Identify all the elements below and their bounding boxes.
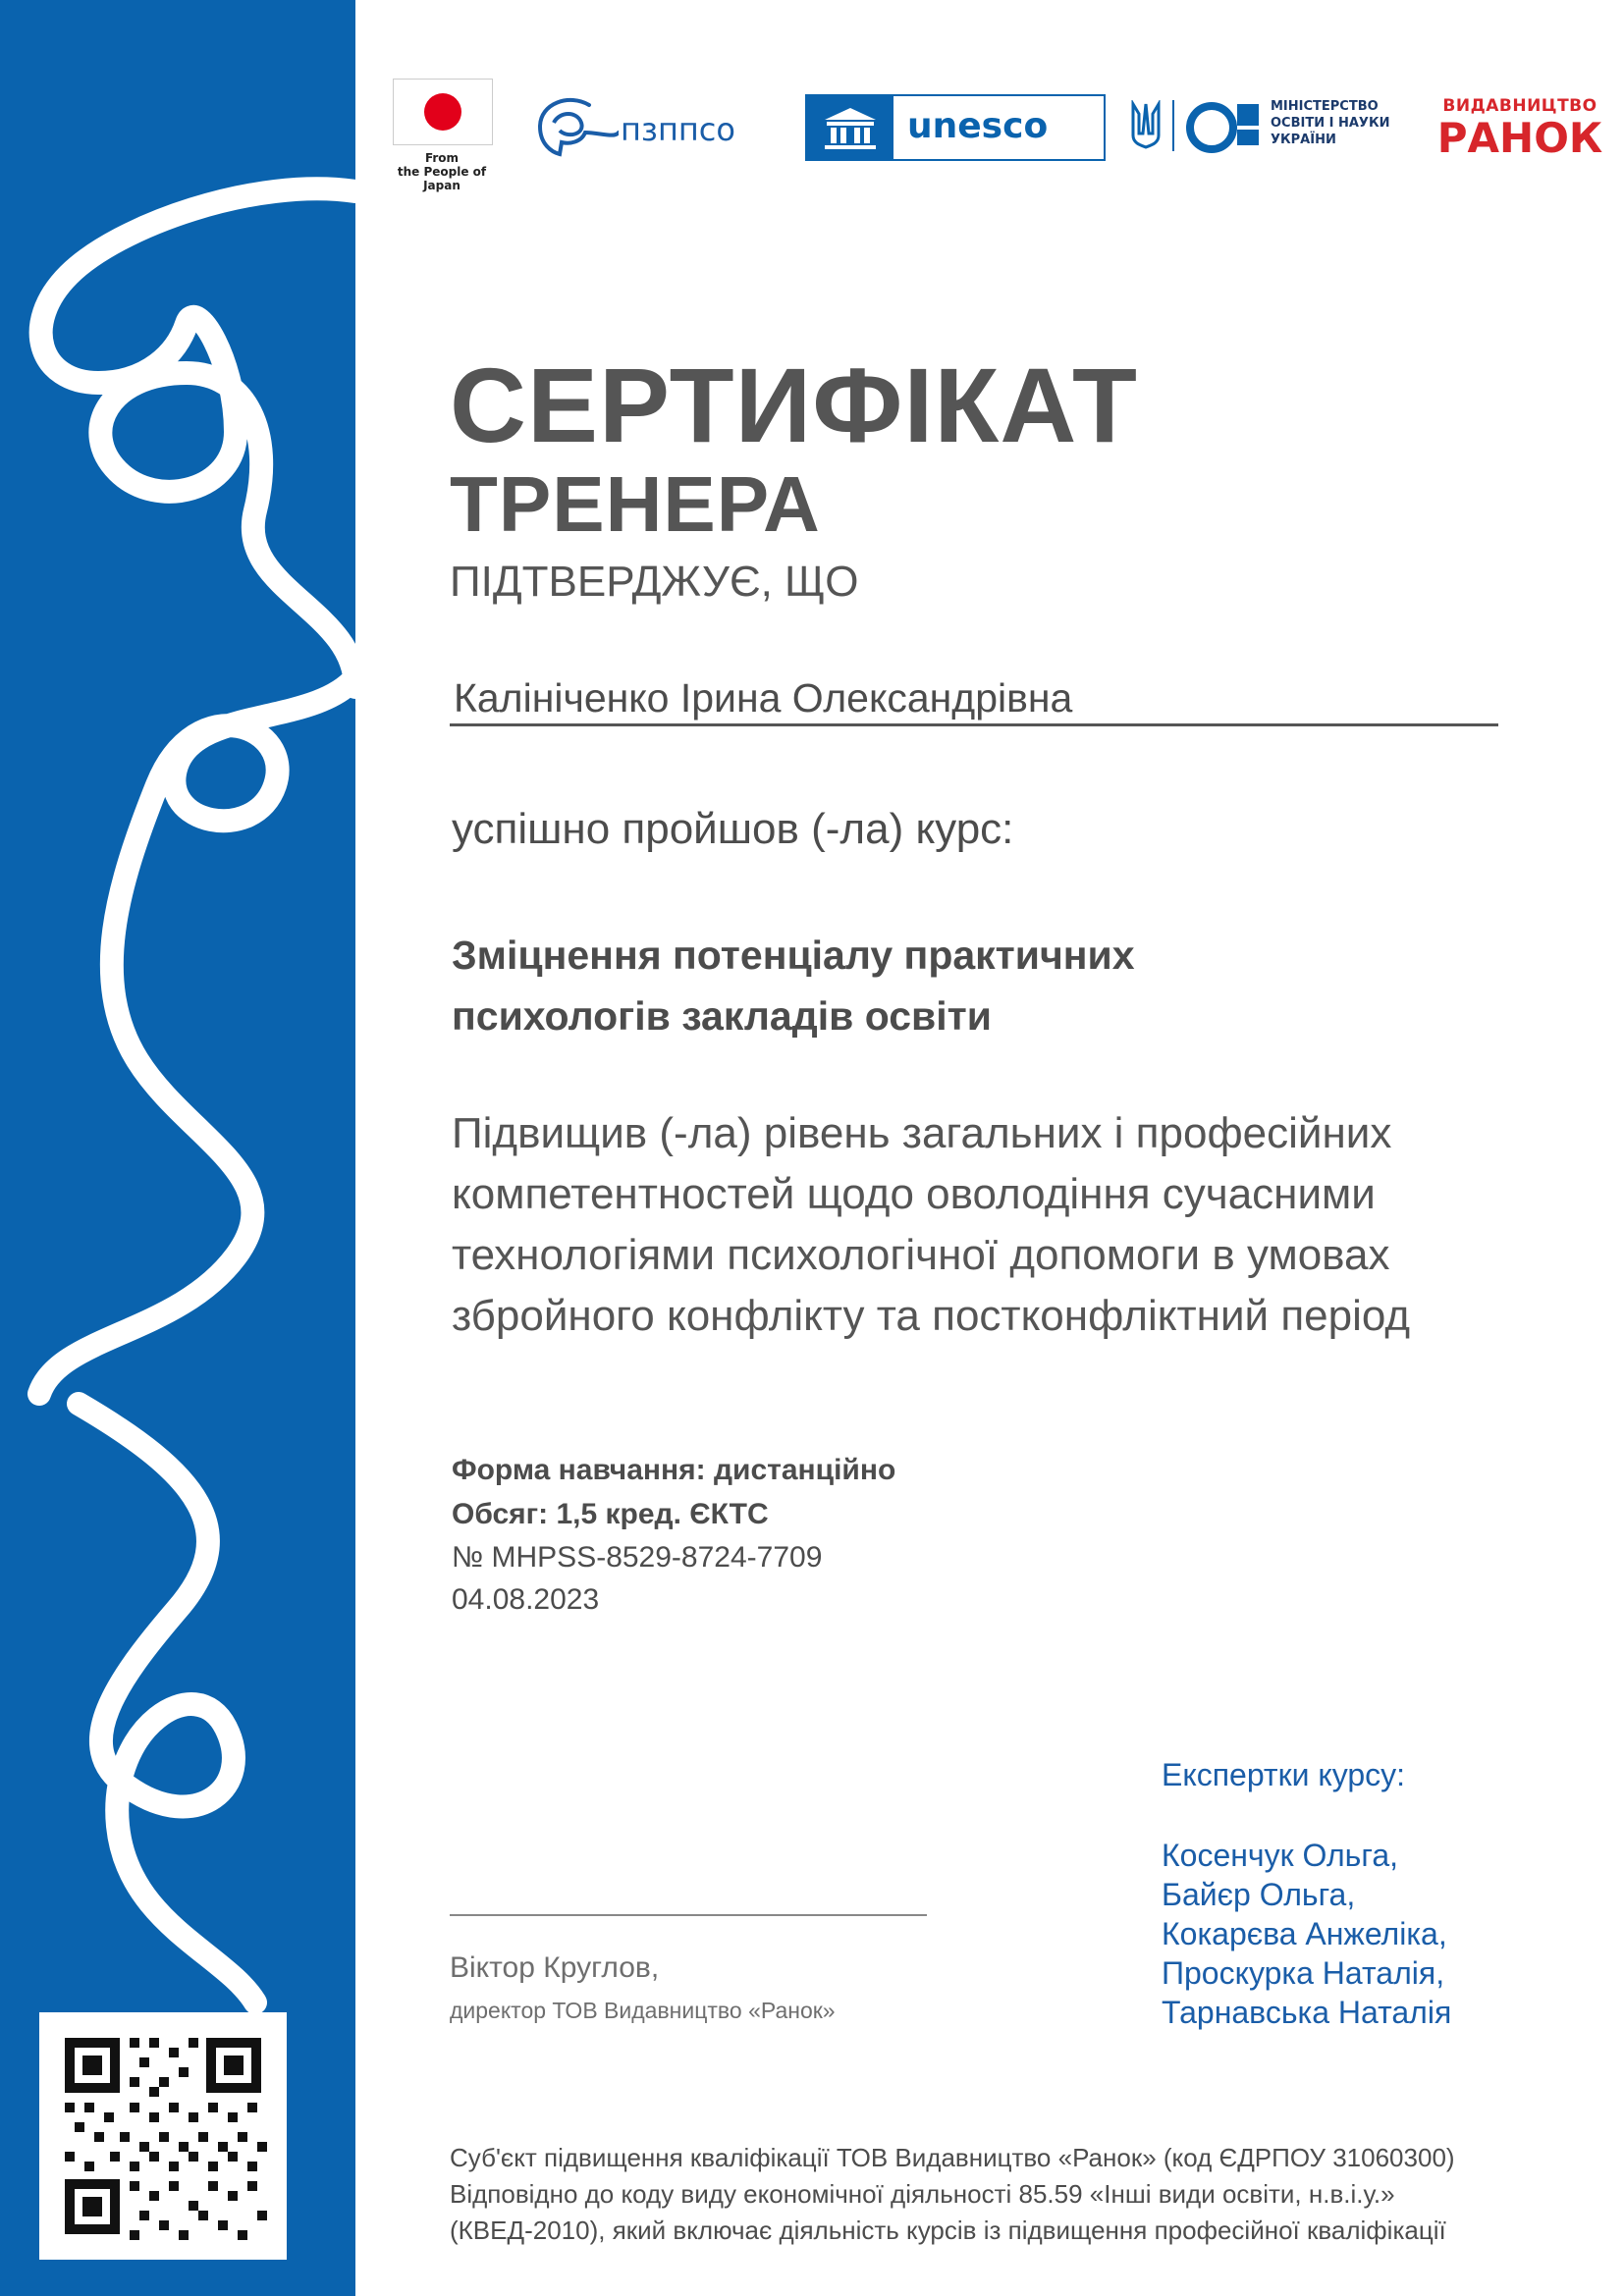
- signatory-name: Віктор Круглов,: [450, 1951, 660, 1984]
- confirms-text: ПІДТВЕРДЖУЄ, ЩО: [450, 558, 859, 606]
- course-title: [452, 925, 1335, 1046]
- expert-name: Кокарєва Анжеліка,: [1162, 1916, 1447, 1951]
- tryzub-icon: [1129, 100, 1163, 161]
- recipient-name: Калініченко Ірина Олександрівна: [454, 675, 1073, 721]
- ministry-logo-text: МІНІСТЕРСТВО ОСВІТИ І НАУКИ УКРАЇНИ: [1271, 99, 1390, 147]
- certificate-number: № MHPSS-8529-8724-7709: [452, 1541, 823, 1574]
- pzppso-logo: [530, 93, 776, 162]
- ministry-square-icon: [1237, 130, 1259, 145]
- description-line: компетентностей щодо оволодіння сучасними: [452, 1170, 1376, 1218]
- study-form: Форма навчання: дистанційно: [452, 1454, 896, 1486]
- expert-name: Косенчук Ольга,: [1162, 1838, 1398, 1873]
- japan-logo-text: From the People of Japan: [397, 151, 487, 192]
- unesco-logo: [805, 94, 1106, 161]
- certificate-title: СЕРТИФІКАТ: [450, 346, 1138, 464]
- swirl-decoration-icon: [0, 0, 355, 2296]
- footer-line: (КВЕД-2010), який включає діяльність курсів із підвищення професійної кваліфікації: [450, 2216, 1446, 2245]
- legal-footer: [450, 2140, 1589, 2249]
- ministry-logo: [1129, 94, 1424, 157]
- qr-code: [39, 2012, 287, 2260]
- pzppso-logo-text: пзппсо: [621, 111, 735, 148]
- japan-logo: [383, 79, 501, 192]
- description-line: Підвищив (-ла) рівень загальних і професійних: [452, 1109, 1392, 1157]
- course-description: [452, 1103, 1591, 1347]
- course-experts: [1162, 1757, 1451, 2032]
- unesco-logo-text: unesco: [907, 106, 1049, 146]
- decorative-sidebar: [0, 0, 355, 2296]
- name-underline: [450, 723, 1498, 726]
- course-title-line: Зміцнення потенціалу практичних: [452, 933, 1135, 978]
- course-info: [452, 1448, 895, 1621]
- signature-line: [450, 1914, 927, 1916]
- qr-code-icon: [39, 2012, 287, 2260]
- ministry-circle-icon: [1186, 102, 1237, 153]
- footer-line: Відповідно до коду виду економічної діяльності 85.59 «Інші види освіти, н.в.і.у.»: [450, 2179, 1395, 2209]
- experts-title: Експертки курсу:: [1162, 1757, 1406, 1792]
- description-line: збройного конфлікту та постконфліктний період: [452, 1292, 1411, 1340]
- unesco-temple-icon: [807, 96, 893, 159]
- course-volume: Обсяг: 1,5 кред. ЄКТС: [452, 1498, 769, 1530]
- course-title-line: психологів закладів освіти: [452, 993, 992, 1039]
- ministry-divider: [1172, 100, 1174, 151]
- certificate-date: 04.08.2023: [452, 1583, 600, 1616]
- expert-name: Проскурка Наталія,: [1162, 1955, 1445, 1991]
- expert-name: Тарнавська Наталія: [1162, 1995, 1452, 2030]
- passed-course-text: успішно пройшов (-ла) курс:: [452, 805, 1014, 853]
- signatory-role: директор ТОВ Видавництво «Ранок»: [450, 1998, 836, 2023]
- description-line: технологіями психологічної допомоги в умовах: [452, 1231, 1390, 1279]
- pzppso-head-icon: [530, 93, 619, 162]
- footer-line: Суб'єкт підвищення кваліфікації ТОВ Видавництво «Ранок» (код ЄДРПОУ 31060300): [450, 2143, 1455, 2172]
- ranok-logo: [1435, 96, 1604, 161]
- ranok-logo-top: ВИДАВНИЦТВО: [1442, 96, 1597, 116]
- experts-list: [1162, 1836, 1451, 2032]
- ranok-logo-main: РАНОК: [1436, 114, 1603, 162]
- ministry-square-icon: [1237, 104, 1259, 126]
- certificate-subtitle: ТРЕНЕРА: [450, 460, 821, 548]
- japan-flag-icon: [393, 79, 493, 145]
- expert-name: Байєр Ольга,: [1162, 1877, 1356, 1912]
